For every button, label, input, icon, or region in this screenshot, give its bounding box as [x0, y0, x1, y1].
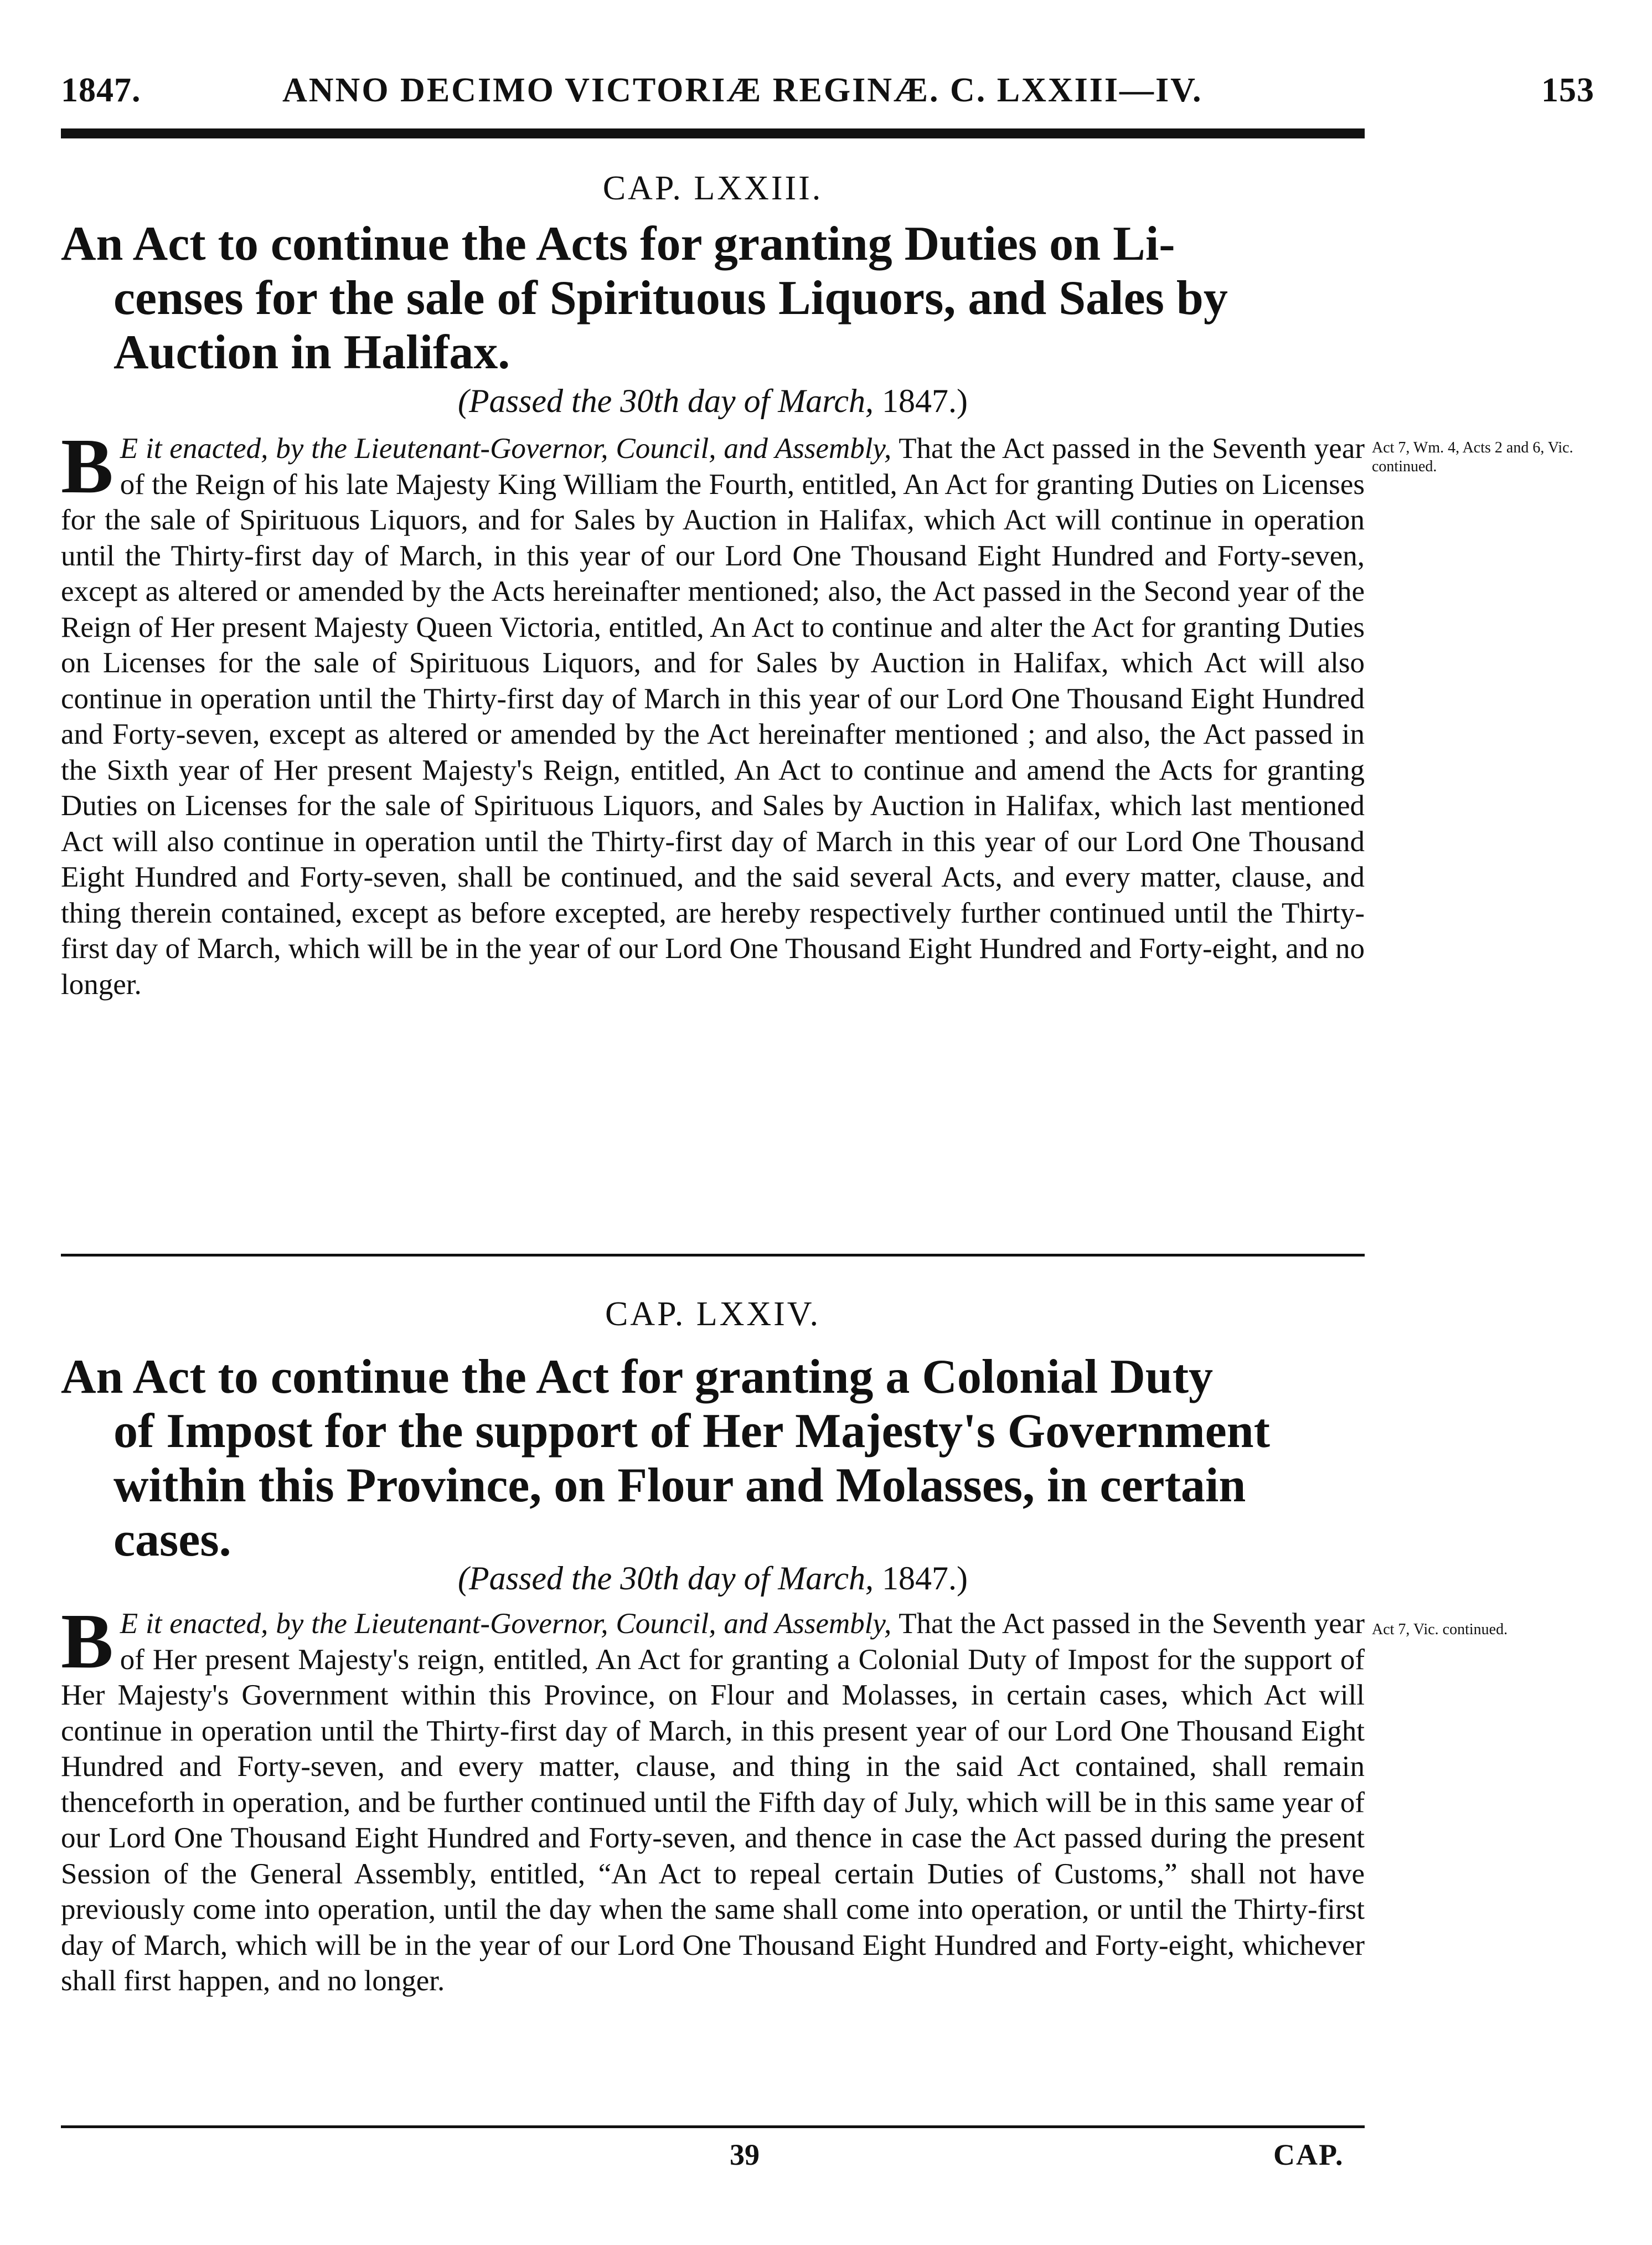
act-title-line: An Act to continue the Acts for granting Duties on Li- — [61, 217, 1175, 271]
margin-note: Act 7, Wm. 4, Acts 2 and 6, Vic. continued. — [1372, 439, 1573, 475]
enactment-body: That the Act passed in the Seventh year of the Reign of his late Majesty King William the Fourth, entitled, An Act for granting Duties on Licenses for the sale of Spirituous Liquors, and for Sales by Auction in Halifax, which Act will continue in operation until the Thirty-first day of March, in this year of our Lord One Thousand Eight Hundred and Forty-seven, except as altered or amended by the Acts hereinafter mentioned; also, the Act passed in the Second year of the Reign of Her present Majesty Queen Victoria, entitled, An Act to continue and alter the Act for granting Duties on Licenses for the sale of Spirituous Liquors, and for Sales by Auction in Halifax, which Act will also continue in operation until the Thirty-first day of March in this year of our Lord One Thousand Eight Hundred and Forty-seven, except as altered or amended by the Act hereinafter mentioned ; and also, the Act passed in the Sixth year of Her present Majesty's Reign, entitled, An Act to continue and amend the Acts for granting Duties on Licenses for the sale of Spirituous Liquors, and Sales by Auction in Halifax, which last mentioned Act will also continue in operation until the Thirty-first day of March in this year of our Lord One Thousand Eight Hundred and Forty-seven, shall be continued, and the said several Acts, and every matter, clause, and thing therein contained, except as before excepted, are hereby respectively further continued until the Thirty-first day of March, which will be in the year of our Lord One Thousand Eight Hundred and Forty-eight, and no longer. — [61, 432, 1365, 1001]
running-head — [61, 71, 1594, 121]
passed-date-year: 1847.) — [881, 383, 968, 419]
act-title — [61, 1350, 1365, 1567]
margin-note: Act 7, Vic. continued. — [1372, 1621, 1508, 1638]
act-title-line: within this Province, on Flour and Molasses, in certain — [113, 1459, 1246, 1512]
act-title-line: Auction in Halifax. — [113, 326, 510, 379]
enacting-clause: E it enacted, by the Lieutenant-Governor, Council, and Assembly, — [120, 432, 892, 465]
passed-date — [61, 382, 1365, 420]
signature-mark: 39 — [730, 2138, 760, 2171]
act-title-line: of Impost for the support of Her Majesty's Government — [113, 1404, 1270, 1458]
catchword: CAP. — [1273, 2138, 1344, 2171]
running-head-year: 1847. — [61, 71, 141, 109]
act-title-line: An Act to continue the Act for granting a Colonial Duty — [61, 1350, 1214, 1404]
section-divider — [61, 1254, 1365, 1257]
act-title — [61, 217, 1365, 380]
drop-cap: B — [61, 1597, 113, 1685]
passed-date-text: (Passed the 30th day of March, — [458, 383, 874, 419]
passed-date — [61, 1559, 1365, 1598]
act-title-line: cases. — [113, 1513, 231, 1567]
chapter-number: CAP. LXXIV. — [605, 1295, 821, 1333]
page-number: 153 — [1541, 71, 1594, 109]
footer-rule — [61, 2125, 1365, 2128]
passed-date-text: (Passed the 30th day of March, — [458, 1560, 874, 1597]
enactment-text — [61, 422, 1365, 1002]
chapter-number: CAP. LXXIII. — [602, 169, 823, 207]
enactment-body: That the Act passed in the Seventh year of Her present Majesty's reign, entitled, An Act for granting a Colonial Duty of Impost for the support of Her Majesty's Government within this Province, on Flour and Molasses, in certain cases, which Act will continue in operation until the Thirty-first day of March, in this present year of our Lord One Thousand Eight Hundred and Forty-seven, and every matter, clause, and thing in the said Act contained, shall remain thenceforth in operation, and be further continued until the Fifth day of July, which will be in this same year of our Lord One Thousand Eight Hundred and Forty-seven, and thence in case the Act passed during the present Session of the General Assembly, entitled, “An Act to repeal certain Duties of Customs,” shall not have previously come into operation, until the day when the same shall come into operation, or until the Thirty-first day of March, which will be in the year of our Lord One Thousand Eight Hundred and Forty-eight, whichever shall first happen, and no longer. — [61, 1608, 1365, 1997]
drop-cap: B — [61, 422, 113, 509]
act-title-line: censes for the sale of Spirituous Liquors, and Sales by — [113, 271, 1228, 325]
enacting-clause: E it enacted, by the Lieutenant-Governor, Council, and Assembly, — [120, 1608, 892, 1640]
enactment-text — [61, 1597, 1365, 1999]
passed-date-year: 1847.) — [881, 1560, 968, 1597]
running-head-title: ANNO DECIMO VICTORIÆ REGINÆ. C. LXXIII—IV. — [282, 71, 1203, 109]
header-rule — [61, 128, 1365, 138]
